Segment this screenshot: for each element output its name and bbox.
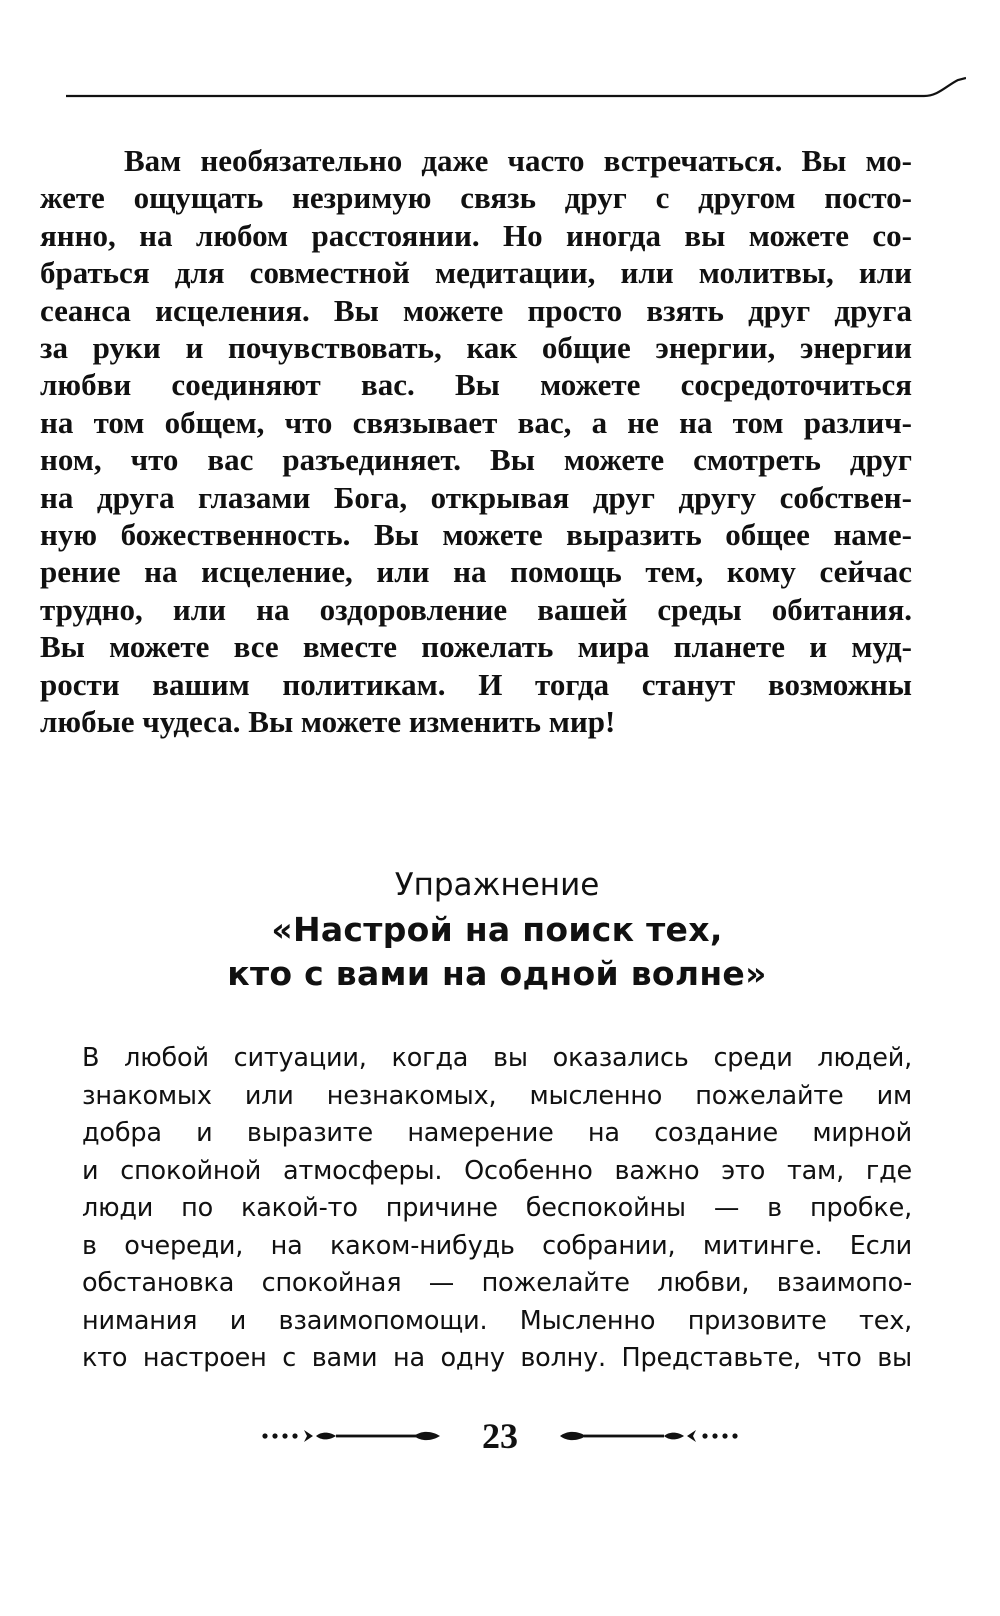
paragraph-1-line: на том общем, что связывает вас, а не на том различ- — [40, 404, 912, 440]
paragraph-2-line: в очереди, на каком-нибудь собрании, митинге. Если — [82, 1230, 912, 1261]
page-number: 23 — [482, 1416, 518, 1456]
paragraph-2-line: В любой ситуации, когда вы оказались среди людей, — [82, 1043, 912, 1073]
paragraph-1-line: рение на исцеление, или на помощь тем, кому сейчас — [40, 554, 912, 590]
paragraph-1-line: жете ощущать незримую связь друг с другом посто- — [40, 180, 912, 216]
header-rule — [66, 74, 966, 114]
left-ornament-icon — [260, 1421, 460, 1451]
paragraph-1-line: любви соединяют вас. Вы можете сосредоточиться — [40, 367, 912, 403]
paragraph-1-line: Вы можете все вместе пожелать мира планете и муд- — [40, 629, 912, 665]
paragraph-1-line: сеанса исцеления. Вы можете просто взять друг друга — [40, 292, 912, 328]
paragraph-2-line: обстановка спокойная — пожелайте любви, взаимопо- — [82, 1268, 912, 1298]
paragraph-2-line: люди по какой-то причине беспокойны — в пробке, — [82, 1193, 912, 1223]
paragraph-1-line: янно, на любом расстоянии. Но иногда вы можете со- — [40, 217, 912, 253]
paragraph-1-line: ную божественность. Вы можете выразить общее наме- — [40, 517, 912, 553]
paragraph-2-line: добра и выразите намерение на создание мирной — [82, 1118, 912, 1148]
paragraph-1-line: ном, что вас разъединяет. Вы можете смотреть друг — [40, 442, 912, 478]
body-paragraph-2 — [82, 1040, 912, 1378]
paragraph-1-line: за руки и почувствовать, как общие энергии, энергии — [40, 330, 912, 366]
body-paragraph-1 — [40, 142, 912, 741]
right-ornament-icon — [540, 1421, 740, 1451]
paragraph-1-line: любые чудеса. Вы можете изменить мир! — [40, 704, 616, 740]
paragraph-1-line: на друга глазами Бога, открывая друг другу собствен- — [40, 479, 912, 515]
paragraph-2-line: кто настроен с вами на одну волну. Представьте, что вы — [82, 1343, 912, 1373]
paragraph-1-line: браться для совместной медитации, или молитвы, или — [40, 255, 912, 291]
exercise-title-line-2: кто с вами на одной волне» — [227, 954, 767, 993]
exercise-heading — [82, 862, 912, 996]
paragraph-1-line: Вам необязательно даже часто встречаться. Вы мо- — [124, 143, 912, 178]
paragraph-1-line: трудно, или на оздоровление вашей среды обитания. — [40, 591, 912, 627]
paragraph-2-line: знакомых или незнакомых, мысленно пожелайте им — [82, 1080, 912, 1111]
paragraph-1-line: рости вашим политикам. И тогда станут возможны — [40, 666, 912, 702]
paragraph-2-line: и спокойной атмосферы. Особенно важно это там, где — [82, 1155, 912, 1186]
page-footer — [0, 1415, 1000, 1465]
exercise-title-line-1: «Настрой на поиск тех, — [271, 910, 723, 949]
paragraph-2-line: нимания и взаимопомощи. Мысленно призовите тех, — [82, 1305, 912, 1336]
exercise-label: Упражнение — [394, 867, 600, 903]
